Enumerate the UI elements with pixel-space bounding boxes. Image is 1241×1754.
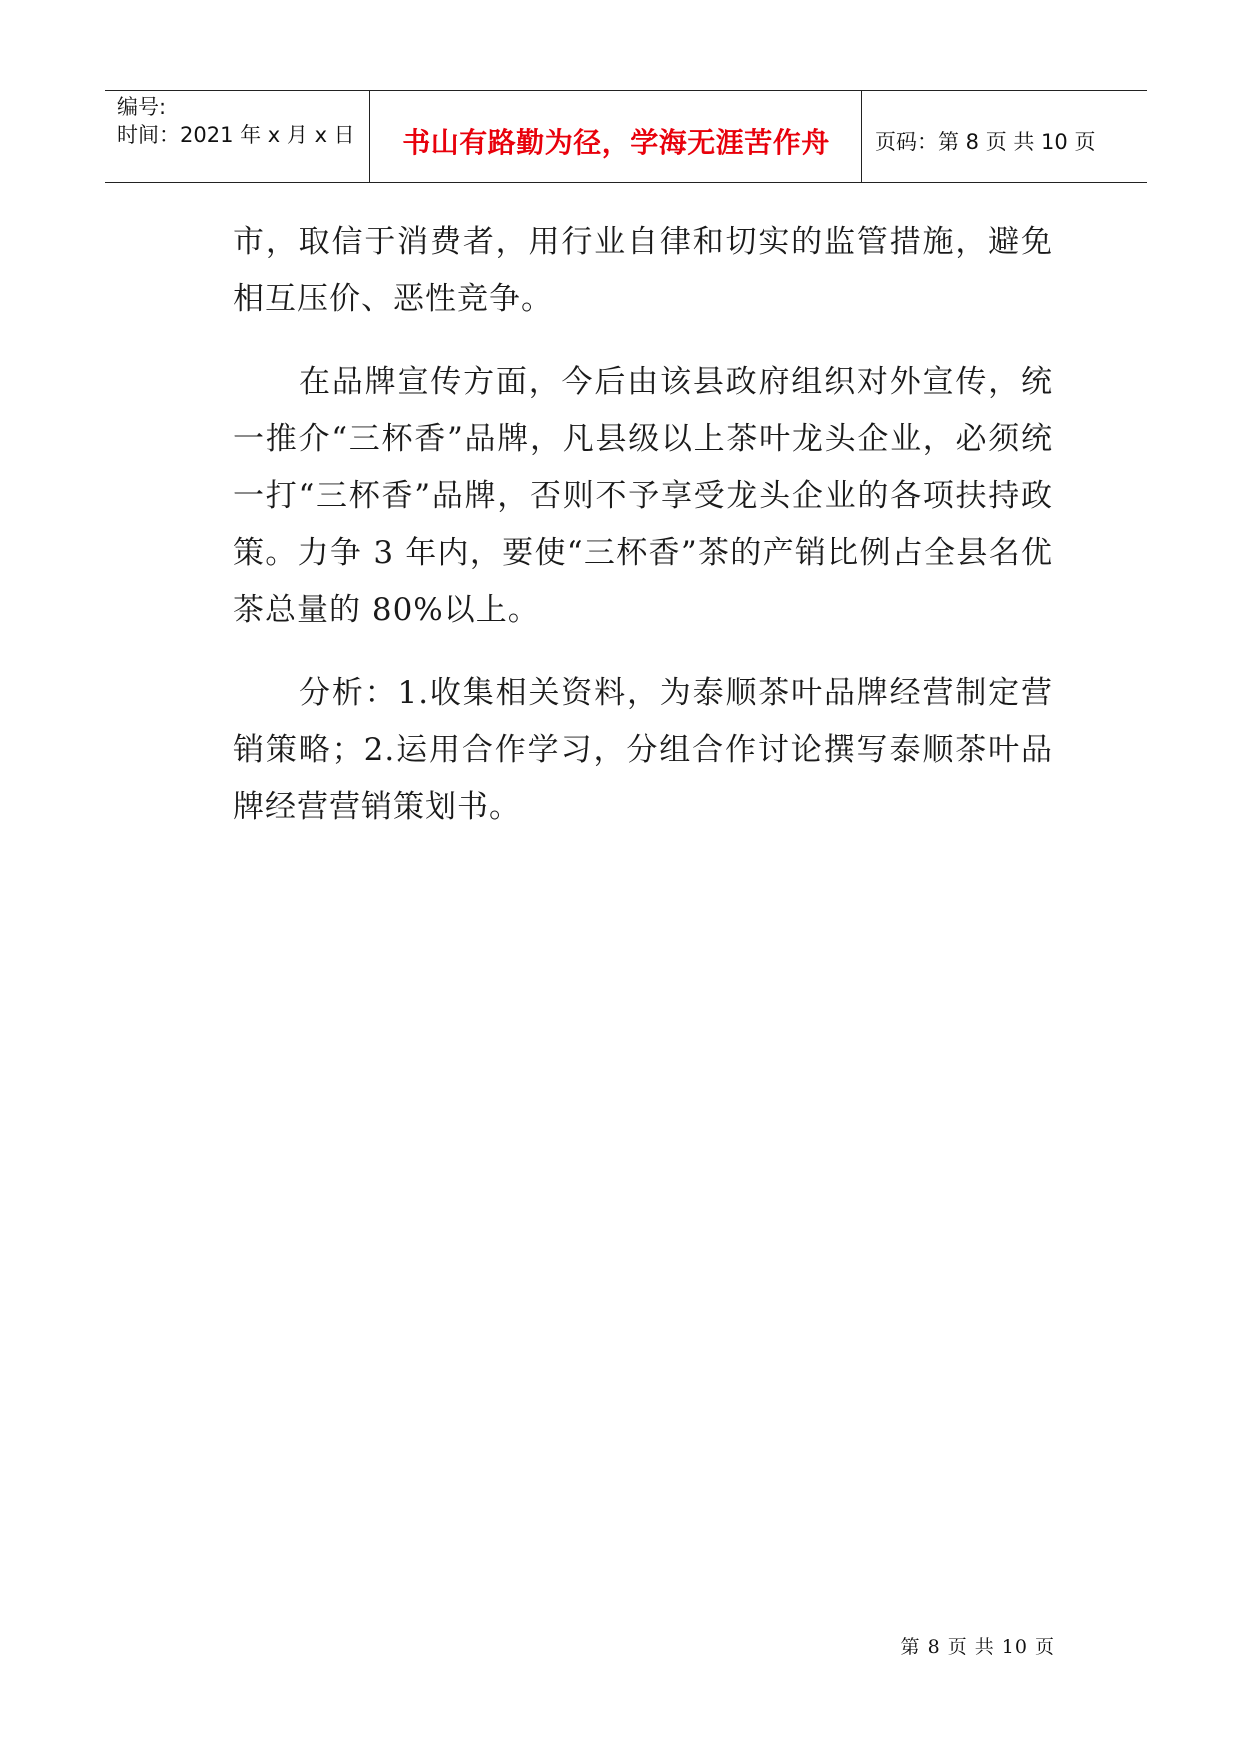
header-divider-left [369, 91, 370, 182]
header-meta [117, 93, 355, 149]
header-divider-right [861, 91, 862, 182]
header-motto: 书山有路勤为径，学海无涯苦作舟 [402, 126, 830, 159]
serial-number-label: 编号: [117, 95, 167, 119]
paragraph-brand-promotion: 在品牌宣传方面，今后由该县政府组织对外宣传，统一推介“三杯香”品牌，凡县级以上茶叶龙头企业，必须统一打“三杯香”品牌，否则不予享受龙头企业的各项扶持政策。力争 3 年内，要使“三杯香”茶的产销比例占全县名优茶总量的 80%以上。 [233, 364, 1053, 628]
page-header [105, 90, 1147, 183]
paragraph-analysis: 分析：1.收集相关资料，为泰顺茶叶品牌经营制定营销策略；2.运用合作学习，分组合作讨论撰写泰顺茶叶品牌经营营销策划书。 [233, 675, 1053, 825]
page-footer: 第 8 页 共 10 页 [900, 1636, 1055, 1658]
date-line: 时间：2021 年 x 月 x 日 [117, 123, 355, 147]
paragraph-continuation: 市，取信于消费者，用行业自律和切实的监管措施，避免相互压价、恶性竞争。 [233, 224, 1053, 317]
document-body [233, 214, 1053, 862]
header-page-code: 页码：第 8 页 共 10 页 [875, 130, 1096, 154]
